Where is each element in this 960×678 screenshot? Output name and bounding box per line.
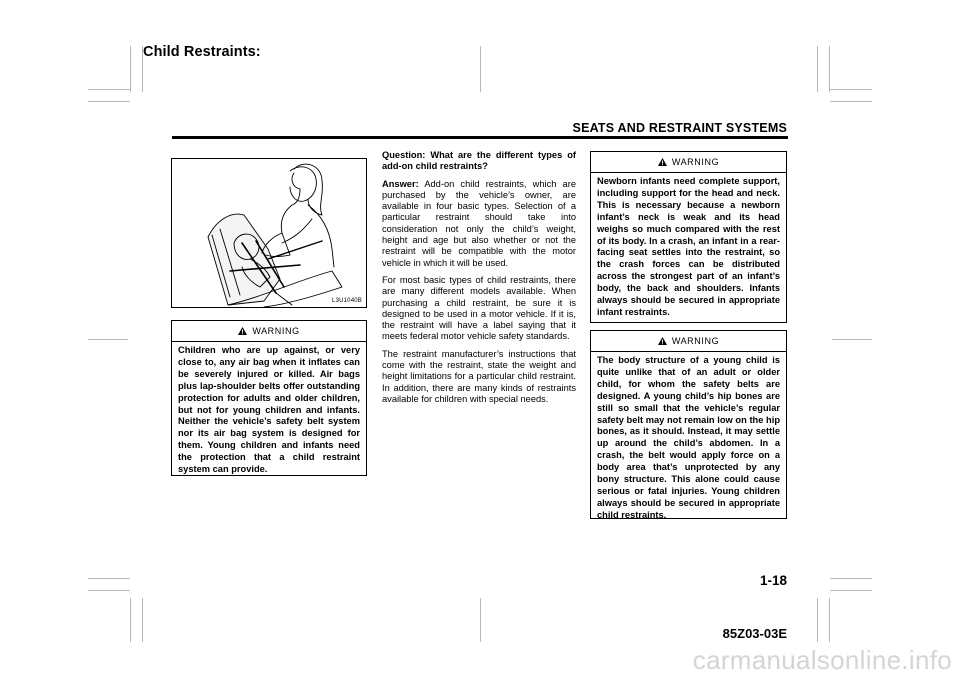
- crop-mark: [88, 578, 130, 579]
- page-number: 1-18: [759, 573, 787, 588]
- section-title: SEATS AND RESTRAINT SYSTEMS: [572, 121, 787, 135]
- warning-triangle-icon: [658, 158, 667, 166]
- warning-box-newborn: [590, 151, 787, 323]
- crop-mark: [832, 339, 872, 340]
- crop-mark: [830, 89, 872, 90]
- watermark[interactable]: carmanualsonline.info: [692, 645, 952, 675]
- crop-mark: [830, 101, 872, 102]
- warning-text: The body structure of a young child is quite unlike that of an adult or older child, for whom the safety belts are designed. A young child’s hip bones are still so small that the vehicle’s regular safety belt may not remain low on the hip bones, as it should. Instead, it may settle up around the child’s abdomen. In a crash, the belt would apply force on a body area that’s unprotected by any bony structure. This alone could cause serious or fatal injuries. Young children always should be secured in appropriate child restraints.: [597, 355, 780, 520]
- crop-mark: [88, 339, 128, 340]
- crop-mark: [142, 598, 143, 642]
- body-paragraph: For most basic types of child restraints, there are many different models available. When purchasing a child restraint, be sure it is designed to be used in a motor vehicle. If it is, the restraint will have a label saying that it meets federal motor vehicle safety standards.: [382, 274, 576, 342]
- document-code: 85Z03-03E: [722, 626, 787, 641]
- warning-text: Newborn infants need complete support, including support for the head and neck. This is necessary because a newborn infant’s neck is weak and its head weighs so much compared with the rest of its body. In a crash, an infant in a rear-facing seat settles into the restraint, so the crash forces can be distributed across the strongest part of an infant’s body, the back and shoulders. Infants always should be secured in appropriate infant restraints.: [597, 176, 780, 317]
- warning-header: [591, 331, 786, 352]
- crop-mark: [88, 101, 130, 102]
- crop-mark: [88, 590, 130, 591]
- warning-title: WARNING: [671, 157, 720, 167]
- warning-box-young-child: [590, 330, 787, 519]
- crop-mark: [829, 598, 830, 642]
- crop-mark: [130, 46, 131, 92]
- child-seat-illustration: [172, 159, 366, 307]
- warning-triangle-icon: [658, 337, 667, 345]
- answer-text: Add-on child restraints, which are purchased by the vehicle’s owner, are available in four basic types. Selection of a particular restraint should take into consideration not only the child’s weight, height and age but also whether or not the restraint will be compatible with the motor vehicle in which it will be used.: [382, 178, 576, 268]
- answer-paragraph: [382, 179, 576, 269]
- crop-mark: [88, 89, 130, 90]
- warning-title: WARNING: [671, 336, 720, 346]
- crop-mark: [130, 598, 131, 642]
- warning-header: [172, 321, 366, 342]
- crop-mark: [829, 46, 830, 92]
- warning-header: [591, 152, 786, 173]
- question-paragraph: Question: What are the different types of add-on child restraints?: [382, 150, 576, 172]
- crop-mark: [817, 598, 818, 642]
- answer-label: Answer:: [382, 178, 419, 189]
- body-paragraph: The restraint manufacturer’s instructions that come with the restraint, state the weight and height limitations for a particular child restraint. In addition, there are many kinds of restraints available for children with special needs.: [382, 348, 576, 404]
- chapter-title: Child Restraints:: [143, 44, 261, 60]
- warning-triangle-icon: [238, 327, 247, 335]
- crop-mark: [817, 46, 818, 92]
- warning-title: WARNING: [252, 326, 300, 336]
- crop-mark: [830, 578, 872, 579]
- warning-text: Children who are up against, or very close to, any air bag when it inflates can be severely injured or killed. Air bags plus lap-shoulder belts offer outstanding protection for adults and older children, but not for young children and infants. Neither the vehicle’s safety belt system nor its air bag system is designed for them. Young children and infants need the protection that a child restraint system can provide.: [178, 345, 360, 475]
- crop-mark: [480, 46, 481, 92]
- warning-box-air-bag: [171, 320, 367, 476]
- crop-mark: [830, 590, 872, 591]
- header-rule: [172, 136, 788, 139]
- body-text-column: [382, 150, 576, 411]
- crop-mark: [480, 598, 481, 642]
- figure-code: L3U1040B: [332, 298, 362, 304]
- illustration-figure: [171, 158, 367, 308]
